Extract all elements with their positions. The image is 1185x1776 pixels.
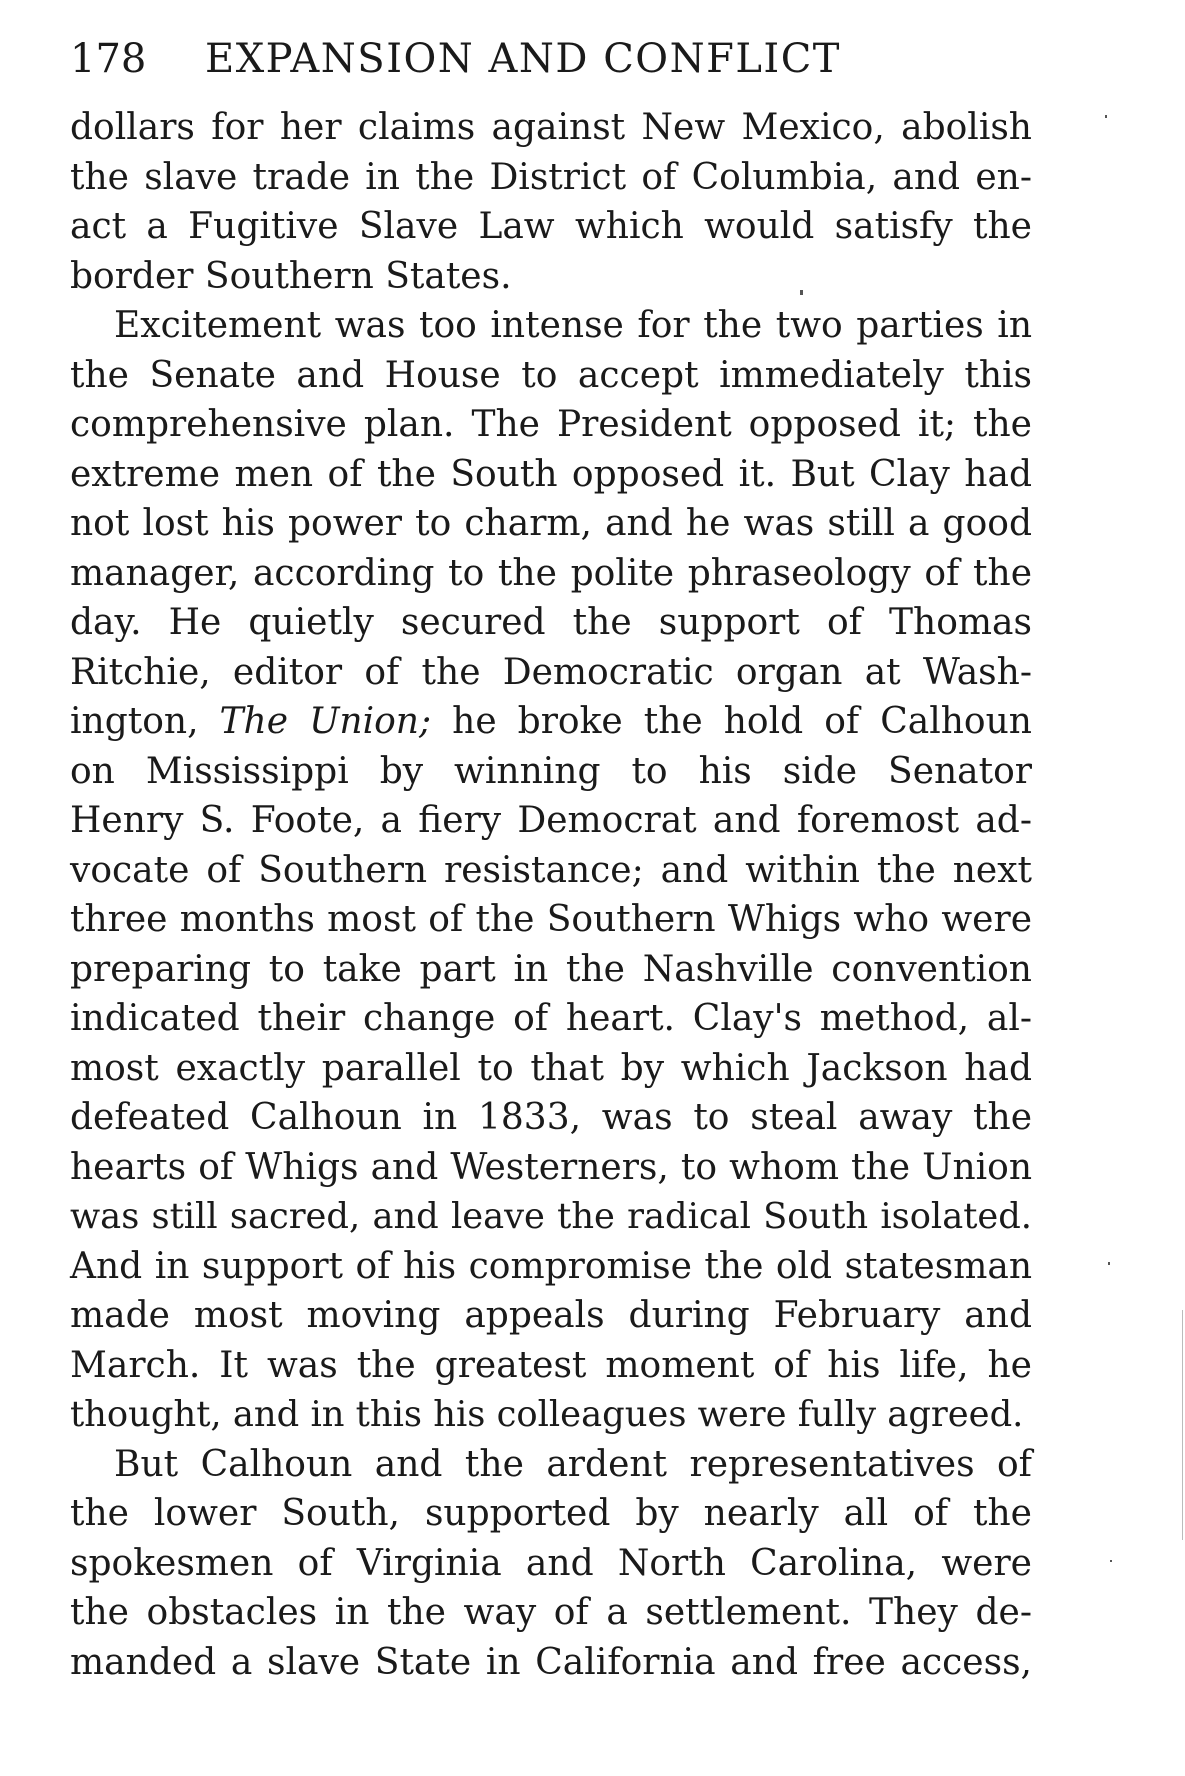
text-line: Ritchie, editor of the Democratic organ at Wash-	[70, 651, 1032, 693]
scan-speck	[800, 290, 803, 295]
body-text	[70, 103, 1032, 1687]
text-line: the lower South, supported by nearly all of the	[70, 1493, 1032, 1534]
text-line: made most moving appeals during February and	[70, 1295, 1032, 1336]
text-line: spokesmen of Virginia and North Carolina, were	[70, 1542, 1032, 1584]
text-segment: he broke the hold of Calhoun	[431, 701, 1032, 742]
text-line: manager, according to the polite phraseology of the	[70, 552, 1032, 594]
text-line: thought, and in this his colleagues were fully agreed.	[70, 1394, 1024, 1435]
newspaper-title: The Union;	[219, 701, 432, 742]
paragraph-first-line: But Calhoun and the ardent representatives of	[114, 1443, 1032, 1485]
text-line: not lost his power to charm, and he was still a good	[70, 503, 1032, 544]
scan-speck	[1108, 1262, 1110, 1265]
running-title: EXPANSION AND CONFLICT	[205, 36, 841, 82]
text-line: defeated Calhoun in 1833, was to steal away the	[70, 1097, 1032, 1138]
text-line: Henry S. Foote, a fiery Democrat and foremost ad-	[70, 800, 1032, 841]
text-line: March. It was the greatest moment of his life, he	[70, 1344, 1032, 1386]
text-line: act a Fugitive Slave Law which would satisfy the	[70, 206, 1032, 247]
paragraph-first-line: Excitement was too intense for the two parties in	[114, 305, 1032, 346]
text-segment: ington,	[70, 701, 220, 742]
running-head	[70, 30, 1030, 88]
text-line: preparing to take part in the Nashville convention	[70, 948, 1032, 990]
scan-speck	[1105, 115, 1107, 118]
text-line: hearts of Whigs and Westerners, to whom the Union	[70, 1146, 1032, 1188]
text-line: most exactly parallel to that by which Jackson had	[70, 1047, 1032, 1089]
text-line: was still sacred, and leave the radical South isolated.	[70, 1196, 1032, 1237]
scan-speck	[1110, 1560, 1112, 1562]
text-line: extreme men of the South opposed it. But Clay had	[70, 453, 1032, 495]
page-number: 178	[70, 36, 147, 82]
text-line: on Mississippi by winning to his side Senator	[70, 750, 1032, 792]
text-line: And in support of his compromise the old statesman	[70, 1245, 1032, 1287]
scan-edge-line	[1182, 1310, 1183, 1540]
text-line: border Southern States.	[70, 255, 512, 297]
text-line: dollars for her claims against New Mexico, abolish	[70, 107, 1032, 148]
text-line-with-italic	[70, 697, 1032, 747]
text-line: the Senate and House to accept immediately this	[70, 354, 1032, 396]
text-line: the slave trade in the District of Columbia, and en-	[70, 156, 1032, 198]
text-line: comprehensive plan. The President opposed it; the	[70, 404, 1032, 445]
text-line: vocate of Southern resistance; and within the next	[70, 849, 1032, 891]
text-line: manded a slave State in California and free access,	[70, 1641, 1032, 1683]
text-line: three months most of the Southern Whigs who were	[70, 899, 1032, 940]
text-line: indicated their change of heart. Clay's method, al-	[70, 998, 1032, 1039]
text-line: the obstacles in the way of a settlement. They de-	[70, 1592, 1032, 1633]
text-line: day. He quietly secured the support of Thomas	[70, 602, 1032, 643]
